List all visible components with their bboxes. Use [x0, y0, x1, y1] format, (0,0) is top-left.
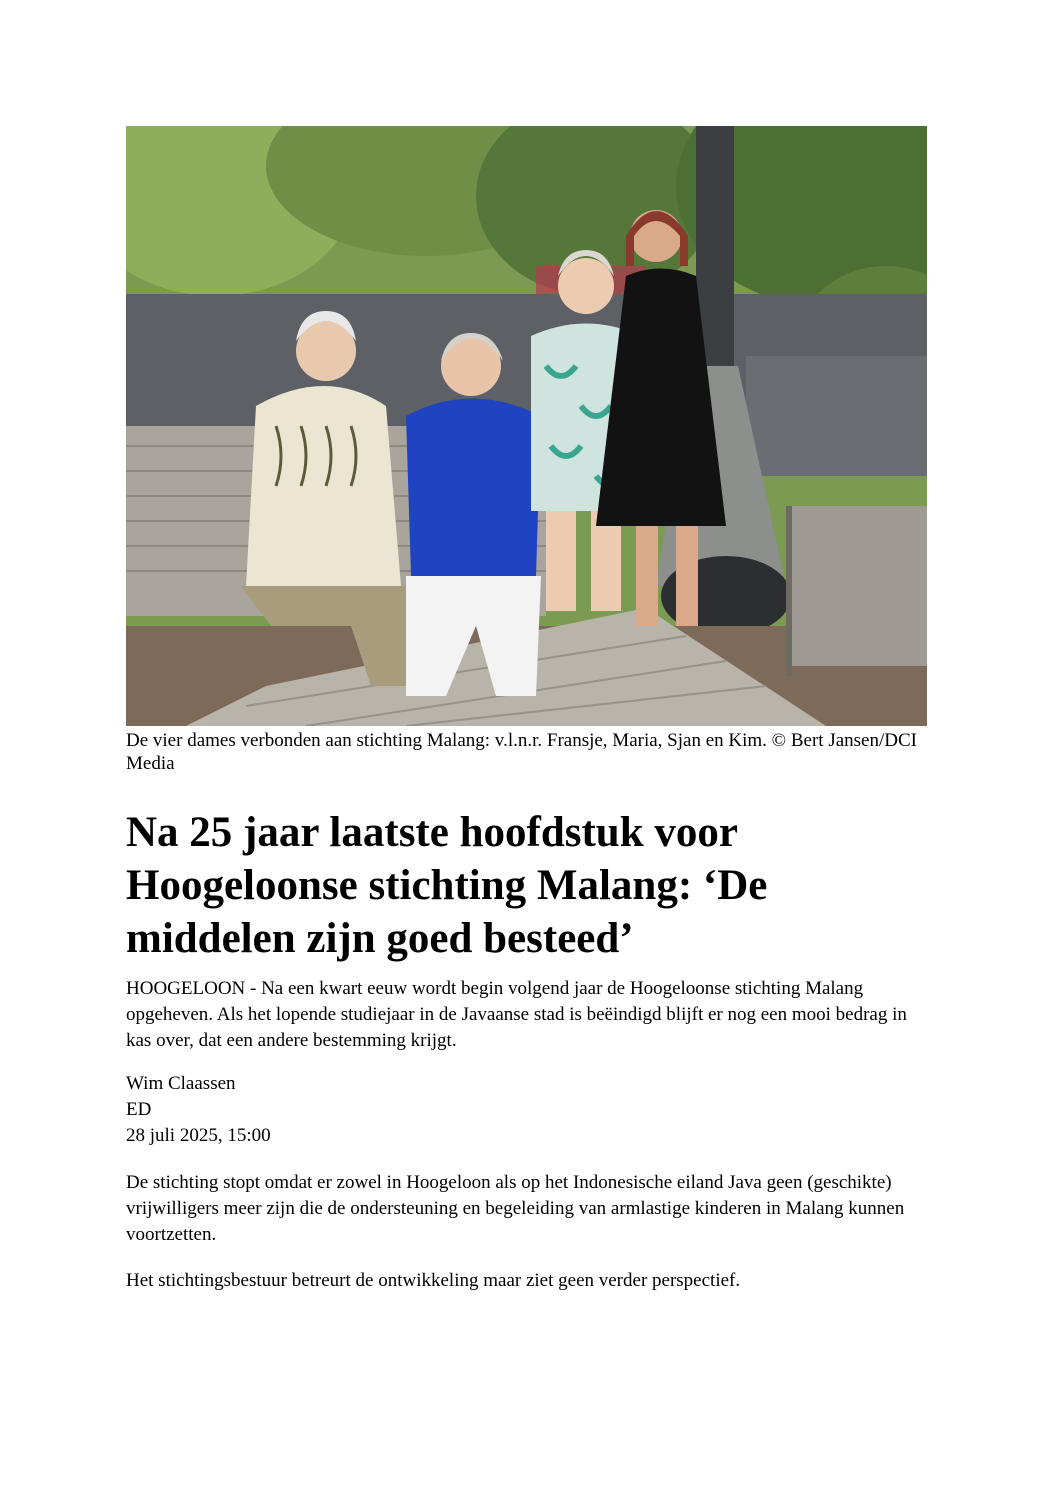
- body-paragraph: Het stichtingsbestuur betreurt de ontwikkeling maar ziet geen verder perspectief.: [126, 1270, 741, 1291]
- article-lead: HOOGELOON - Na een kwart eeuw wordt begin volgend jaar de Hoogeloonse stichting Malang opgeheven. Als het lopende studiejaar in de Javaanse stad is beëindigd blijft er nog een mooi bedrag in kas over, dat een andere bestemming krijgt.: [126, 978, 907, 1051]
- article-byline: [126, 1071, 271, 1149]
- article-headline: Na 25 jaar laatste hoofdstuk voor Hoogeloonse stichting Malang: ‘De middelen zijn goed besteed’: [126, 809, 768, 962]
- body-paragraph: De stichting stopt omdat er zowel in Hoogeloon als op het Indonesische eiland Java geen (geschikte) vrijwilligers meer zijn die de ondersteuning en begeleiding van armlastige kinderen in Malang kunnen voortzetten.: [126, 1172, 905, 1245]
- publish-date: 28 juli 2025, 15:00: [126, 1125, 271, 1146]
- publication-name: ED: [126, 1099, 152, 1120]
- group-photo-four-women-garden: [126, 126, 927, 726]
- article-photo: [126, 126, 927, 726]
- photo-caption: De vier dames verbonden aan stichting Malang: v.l.n.r. Fransje, Maria, Sjan en Kim. © Bert Jansen/DCI Media: [126, 730, 917, 774]
- author-name: Wim Claassen: [126, 1073, 236, 1094]
